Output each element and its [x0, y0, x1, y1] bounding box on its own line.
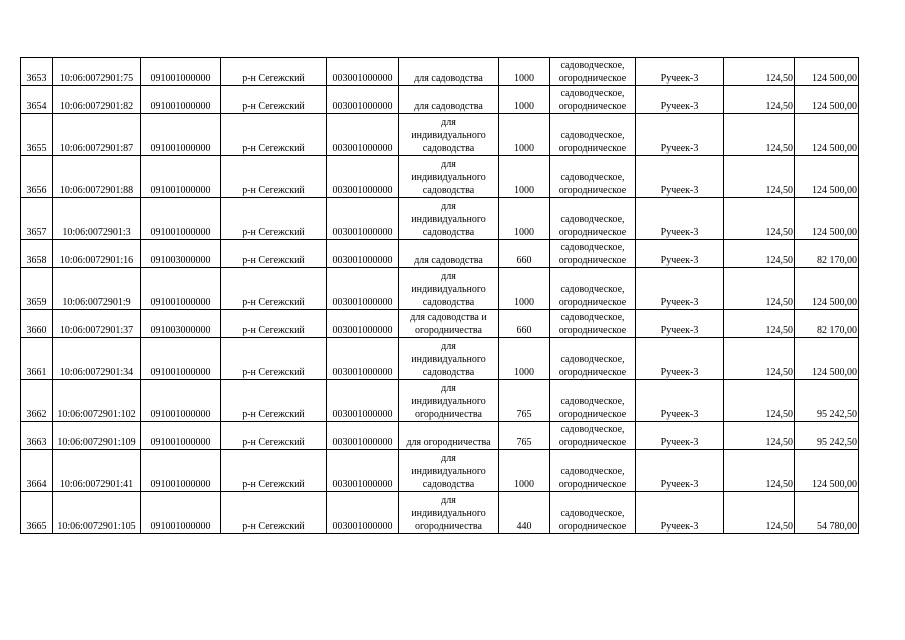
location-cell: Ручеек-3: [636, 114, 724, 156]
row-number-cell: 3654: [21, 86, 53, 114]
purpose-cell-line: огородничества: [415, 325, 482, 336]
land-register-table: [20, 57, 859, 534]
cadastral-number-cell: 10:06:0072901:109: [53, 422, 141, 450]
code-cell: 003001000000: [327, 86, 399, 114]
code-cell: 091001000000: [141, 114, 221, 156]
category-cell-line: огородническое: [558, 185, 627, 196]
purpose-cell: [399, 338, 499, 380]
purpose-cell-line: индивидуального: [411, 284, 486, 295]
rate-cell: 124,50: [724, 310, 795, 338]
purpose-cell-line: садоводства: [422, 367, 475, 378]
code-cell: 091001000000: [141, 450, 221, 492]
table-body: [21, 58, 859, 534]
purpose-cell-line: садоводства: [422, 143, 475, 154]
location-cell: Ручеек-3: [636, 338, 724, 380]
cadastral-number-cell: 10:06:0072901:3: [53, 198, 141, 240]
cadastral-value-cell: 124 500,00: [795, 268, 859, 310]
rate-cell: 124,50: [724, 198, 795, 240]
district-cell: р-н Сегежский: [221, 156, 327, 198]
table-row: [21, 268, 859, 310]
category-cell: [550, 380, 636, 422]
rate-cell: 124,50: [724, 450, 795, 492]
cadastral-value-cell: 124 500,00: [795, 450, 859, 492]
purpose-cell-line: для садоводства и: [410, 312, 487, 323]
area-cell: 660: [499, 240, 550, 268]
purpose-cell-line: для садоводства: [414, 255, 483, 266]
cadastral-number-cell: 10:06:0072901:75: [53, 58, 141, 86]
district-cell: р-н Сегежский: [221, 114, 327, 156]
purpose-cell: [399, 268, 499, 310]
category-cell-line: огородническое: [558, 143, 627, 154]
cadastral-value-cell: 124 500,00: [795, 198, 859, 240]
purpose-cell-line: огородничества: [415, 521, 482, 532]
purpose-cell: [399, 58, 499, 86]
code-cell: 003001000000: [327, 422, 399, 450]
purpose-cell: [399, 310, 499, 338]
row-number-cell: 3662: [21, 380, 53, 422]
purpose-cell-line: для: [441, 383, 456, 394]
code-cell: 091001000000: [141, 86, 221, 114]
rate-cell: 124,50: [724, 156, 795, 198]
category-cell-line: огородническое: [558, 101, 627, 112]
purpose-cell: [399, 422, 499, 450]
cadastral-number-cell: 10:06:0072901:105: [53, 492, 141, 534]
rate-cell: 124,50: [724, 114, 795, 156]
category-cell-line: садоводческое,: [560, 60, 625, 71]
code-cell: 091001000000: [141, 492, 221, 534]
rate-cell: 124,50: [724, 240, 795, 268]
area-cell: 1000: [499, 114, 550, 156]
rate-cell: 124,50: [724, 58, 795, 86]
area-cell: 765: [499, 380, 550, 422]
purpose-cell: [399, 240, 499, 268]
cadastral-number-cell: 10:06:0072901:102: [53, 380, 141, 422]
category-cell-line: огородническое: [558, 367, 627, 378]
category-cell: [550, 86, 636, 114]
code-cell: 091003000000: [141, 240, 221, 268]
category-cell-line: огородническое: [558, 297, 627, 308]
district-cell: р-н Сегежский: [221, 338, 327, 380]
code-cell: 003001000000: [327, 240, 399, 268]
code-cell: 091001000000: [141, 268, 221, 310]
purpose-cell-line: для: [441, 341, 456, 352]
area-cell: 1000: [499, 86, 550, 114]
category-cell-line: огородническое: [558, 437, 627, 448]
area-cell: 1000: [499, 450, 550, 492]
category-cell-line: огородническое: [558, 255, 627, 266]
category-cell-line: садоводческое,: [560, 508, 625, 519]
code-cell: 003001000000: [327, 380, 399, 422]
location-cell: Ручеек-3: [636, 268, 724, 310]
purpose-cell-line: для: [441, 117, 456, 128]
category-cell: [550, 268, 636, 310]
district-cell: р-н Сегежский: [221, 422, 327, 450]
code-cell: 003001000000: [327, 310, 399, 338]
cadastral-value-cell: 124 500,00: [795, 114, 859, 156]
purpose-cell: [399, 492, 499, 534]
row-number-cell: 3653: [21, 58, 53, 86]
table-row: [21, 86, 859, 114]
purpose-cell: [399, 86, 499, 114]
purpose-cell: [399, 114, 499, 156]
category-cell-line: садоводческое,: [560, 466, 625, 477]
purpose-cell-line: индивидуального: [411, 354, 486, 365]
code-cell: 003001000000: [327, 114, 399, 156]
location-cell: Ручеек-3: [636, 310, 724, 338]
location-cell: Ручеек-3: [636, 450, 724, 492]
purpose-cell-line: индивидуального: [411, 172, 486, 183]
location-cell: Ручеек-3: [636, 156, 724, 198]
district-cell: р-н Сегежский: [221, 450, 327, 492]
table-row: [21, 156, 859, 198]
purpose-cell-line: садоводства: [422, 227, 475, 238]
purpose-cell-line: для садоводства: [414, 101, 483, 112]
table-row: [21, 338, 859, 380]
table-row: [21, 380, 859, 422]
purpose-cell-line: индивидуального: [411, 466, 486, 477]
purpose-cell-line: индивидуального: [411, 130, 486, 141]
table-row: [21, 114, 859, 156]
code-cell: 003001000000: [327, 198, 399, 240]
cadastral-number-cell: 10:06:0072901:37: [53, 310, 141, 338]
district-cell: р-н Сегежский: [221, 86, 327, 114]
category-cell-line: садоводческое,: [560, 312, 625, 323]
purpose-cell-line: для: [441, 453, 456, 464]
code-cell: 003001000000: [327, 58, 399, 86]
table-row: [21, 198, 859, 240]
purpose-cell: [399, 156, 499, 198]
district-cell: р-н Сегежский: [221, 310, 327, 338]
purpose-cell: [399, 380, 499, 422]
cadastral-number-cell: 10:06:0072901:16: [53, 240, 141, 268]
category-cell: [550, 114, 636, 156]
area-cell: 1000: [499, 338, 550, 380]
table-row: [21, 422, 859, 450]
location-cell: Ручеек-3: [636, 58, 724, 86]
row-number-cell: 3656: [21, 156, 53, 198]
purpose-cell-line: для огородничества: [406, 437, 491, 448]
category-cell-line: садоводческое,: [560, 396, 625, 407]
cadastral-value-cell: 82 170,00: [795, 310, 859, 338]
code-cell: 091001000000: [141, 156, 221, 198]
area-cell: 440: [499, 492, 550, 534]
purpose-cell-line: огородничества: [415, 409, 482, 420]
code-cell: 091001000000: [141, 380, 221, 422]
category-cell: [550, 156, 636, 198]
row-number-cell: 3655: [21, 114, 53, 156]
rate-cell: 124,50: [724, 492, 795, 534]
category-cell-line: садоводческое,: [560, 354, 625, 365]
category-cell-line: огородническое: [558, 409, 627, 420]
category-cell: [550, 310, 636, 338]
purpose-cell-line: для: [441, 201, 456, 212]
category-cell-line: садоводческое,: [560, 88, 625, 99]
district-cell: р-н Сегежский: [221, 58, 327, 86]
area-cell: 1000: [499, 58, 550, 86]
category-cell-line: садоводческое,: [560, 172, 625, 183]
area-cell: 765: [499, 422, 550, 450]
rate-cell: 124,50: [724, 338, 795, 380]
category-cell: [550, 450, 636, 492]
cadastral-value-cell: 82 170,00: [795, 240, 859, 268]
rate-cell: 124,50: [724, 86, 795, 114]
cadastral-number-cell: 10:06:0072901:82: [53, 86, 141, 114]
rate-cell: 124,50: [724, 422, 795, 450]
code-cell: 003001000000: [327, 450, 399, 492]
category-cell-line: огородническое: [558, 227, 627, 238]
code-cell: 091001000000: [141, 58, 221, 86]
category-cell: [550, 198, 636, 240]
row-number-cell: 3661: [21, 338, 53, 380]
location-cell: Ручеек-3: [636, 240, 724, 268]
purpose-cell-line: садоводства: [422, 479, 475, 490]
category-cell: [550, 338, 636, 380]
table-row: [21, 240, 859, 268]
cadastral-number-cell: 10:06:0072901:87: [53, 114, 141, 156]
row-number-cell: 3657: [21, 198, 53, 240]
district-cell: р-н Сегежский: [221, 380, 327, 422]
table-row: [21, 492, 859, 534]
purpose-cell-line: садоводства: [422, 297, 475, 308]
table-row: [21, 58, 859, 86]
code-cell: 003001000000: [327, 156, 399, 198]
purpose-cell-line: для: [441, 159, 456, 170]
category-cell-line: огородническое: [558, 479, 627, 490]
district-cell: р-н Сегежский: [221, 492, 327, 534]
row-number-cell: 3665: [21, 492, 53, 534]
category-cell: [550, 492, 636, 534]
category-cell-line: огородническое: [558, 325, 627, 336]
code-cell: 003001000000: [327, 268, 399, 310]
code-cell: 003001000000: [327, 492, 399, 534]
table-row: [21, 310, 859, 338]
category-cell-line: садоводческое,: [560, 424, 625, 435]
location-cell: Ручеек-3: [636, 86, 724, 114]
cadastral-number-cell: 10:06:0072901:41: [53, 450, 141, 492]
category-cell-line: садоводческое,: [560, 214, 625, 225]
location-cell: Ручеек-3: [636, 380, 724, 422]
purpose-cell-line: садоводства: [422, 185, 475, 196]
cadastral-number-cell: 10:06:0072901:9: [53, 268, 141, 310]
row-number-cell: 3664: [21, 450, 53, 492]
purpose-cell-line: для: [441, 271, 456, 282]
category-cell-line: садоводческое,: [560, 284, 625, 295]
area-cell: 1000: [499, 268, 550, 310]
cadastral-number-cell: 10:06:0072901:88: [53, 156, 141, 198]
area-cell: 1000: [499, 198, 550, 240]
code-cell: 091001000000: [141, 338, 221, 380]
category-cell: [550, 240, 636, 268]
purpose-cell-line: для садоводства: [414, 73, 483, 84]
location-cell: Ручеек-3: [636, 198, 724, 240]
code-cell: 091001000000: [141, 198, 221, 240]
district-cell: р-н Сегежский: [221, 268, 327, 310]
category-cell-line: огородническое: [558, 521, 627, 532]
purpose-cell-line: индивидуального: [411, 396, 486, 407]
cadastral-value-cell: 124 500,00: [795, 58, 859, 86]
cadastral-value-cell: 95 242,50: [795, 422, 859, 450]
area-cell: 1000: [499, 156, 550, 198]
row-number-cell: 3660: [21, 310, 53, 338]
district-cell: р-н Сегежский: [221, 198, 327, 240]
row-number-cell: 3663: [21, 422, 53, 450]
category-cell-line: садоводческое,: [560, 130, 625, 141]
category-cell-line: садоводческое,: [560, 242, 625, 253]
cadastral-value-cell: 95 242,50: [795, 380, 859, 422]
code-cell: 003001000000: [327, 338, 399, 380]
cadastral-value-cell: 54 780,00: [795, 492, 859, 534]
purpose-cell: [399, 450, 499, 492]
category-cell: [550, 58, 636, 86]
category-cell-line: огородническое: [558, 73, 627, 84]
code-cell: 091003000000: [141, 310, 221, 338]
rate-cell: 124,50: [724, 268, 795, 310]
cadastral-value-cell: 124 500,00: [795, 156, 859, 198]
rate-cell: 124,50: [724, 380, 795, 422]
purpose-cell-line: индивидуального: [411, 214, 486, 225]
code-cell: 091001000000: [141, 422, 221, 450]
district-cell: р-н Сегежский: [221, 240, 327, 268]
area-cell: 660: [499, 310, 550, 338]
cadastral-value-cell: 124 500,00: [795, 86, 859, 114]
purpose-cell-line: для: [441, 495, 456, 506]
table-row: [21, 450, 859, 492]
row-number-cell: 3659: [21, 268, 53, 310]
cadastral-value-cell: 124 500,00: [795, 338, 859, 380]
location-cell: Ручеек-3: [636, 422, 724, 450]
category-cell: [550, 422, 636, 450]
row-number-cell: 3658: [21, 240, 53, 268]
cadastral-number-cell: 10:06:0072901:34: [53, 338, 141, 380]
location-cell: Ручеек-3: [636, 492, 724, 534]
purpose-cell: [399, 198, 499, 240]
purpose-cell-line: индивидуального: [411, 508, 486, 519]
